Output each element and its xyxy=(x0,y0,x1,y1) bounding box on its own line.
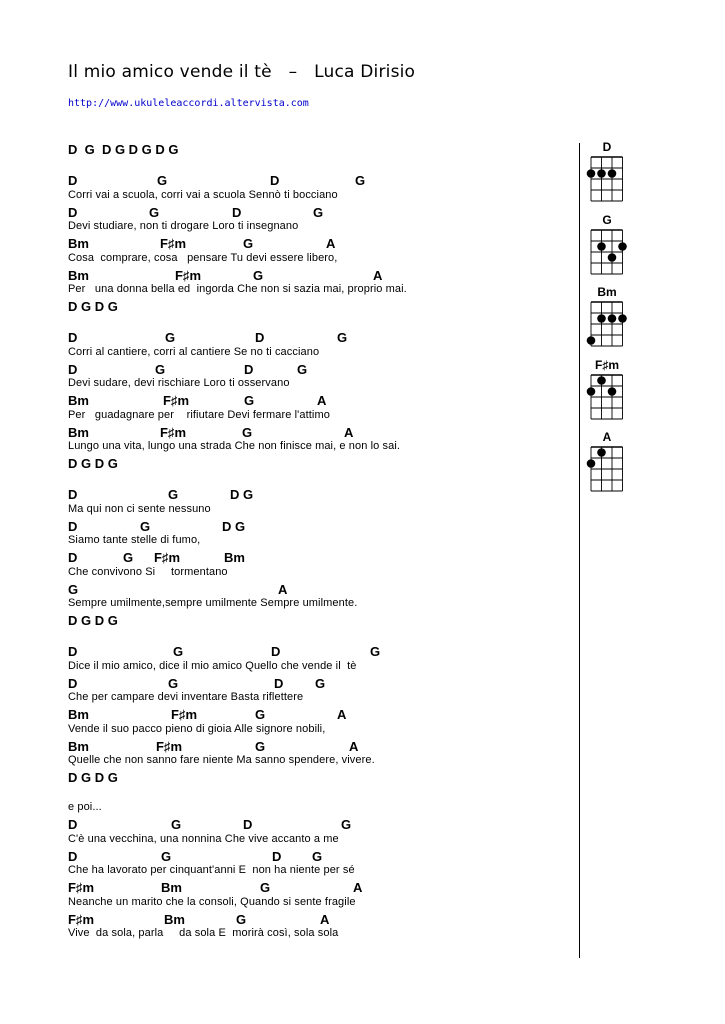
chord-label: D xyxy=(68,644,78,659)
finger-dot xyxy=(608,387,617,396)
chord-label: F♯m xyxy=(175,267,201,283)
chord-label: G xyxy=(149,204,160,220)
chord-label: Bm xyxy=(68,267,89,283)
chord-label: F♯m xyxy=(68,880,94,895)
chord-label: D xyxy=(68,848,78,864)
chord-label: D xyxy=(244,361,254,377)
chord-label: D xyxy=(68,675,78,691)
chord-sequence-text: D G D G xyxy=(68,613,118,628)
lyric-line: Vive da sola, parla da sola E morirà così, sola sola xyxy=(68,927,339,939)
finger-dot xyxy=(597,448,606,457)
finger-dot xyxy=(597,314,606,323)
lyric-line: Ma qui non ci sente nessuno xyxy=(68,502,211,515)
chord-diagram-name: G xyxy=(602,212,612,227)
chord-diagram xyxy=(585,285,645,365)
chord-label: D xyxy=(68,518,78,534)
chord-label: D xyxy=(270,173,280,188)
chord-label: G xyxy=(236,911,247,927)
chord-label: A xyxy=(353,880,363,895)
fretboard-grid xyxy=(585,227,631,289)
chord-label: G xyxy=(255,738,266,754)
chord-label: G xyxy=(255,707,266,722)
chord-label: G xyxy=(313,204,324,220)
chord-label: D xyxy=(68,487,78,502)
chord-label: G xyxy=(165,330,176,345)
chord-label: G xyxy=(161,848,172,864)
chord-label: G xyxy=(243,236,254,251)
chord-sequence-text: D G D G xyxy=(68,299,118,314)
chord-diagram xyxy=(585,140,645,220)
chord-diagrams xyxy=(585,140,645,510)
chord-label: F♯m xyxy=(171,707,197,722)
chord-diagram-name: A xyxy=(602,430,612,444)
lyric-line: Devi sudare, devi rischiare Loro ti osservano xyxy=(68,377,290,389)
chord-label: D xyxy=(68,817,78,832)
chord-label: G xyxy=(168,675,179,691)
chord-label: G xyxy=(68,581,79,597)
lyric-line: Che ha lavorato per cinquant'anni E non ha niente per sé xyxy=(68,864,355,876)
lyric-line: Vende il suo pacco pieno di gioia Alle signore nobili, xyxy=(68,722,326,735)
chord-sequence-text: D G D G xyxy=(68,770,118,785)
chord-sequence-text: D G D G D G D G xyxy=(68,142,179,157)
chord-label: G xyxy=(341,817,352,832)
chord-label: G xyxy=(123,550,134,565)
chord-diagram xyxy=(585,430,645,510)
finger-dot xyxy=(618,242,627,251)
lyric-line: Siamo tante stelle di fumo, xyxy=(68,534,201,546)
chord-label: Bm xyxy=(164,911,185,927)
chord-label: Bm xyxy=(68,393,89,408)
chord-label: D G xyxy=(230,487,254,502)
chord-label: Bm xyxy=(68,424,89,440)
chord-label: A xyxy=(326,236,336,251)
chord-label: D xyxy=(68,330,78,345)
chord-label: G xyxy=(242,424,253,440)
lyric-line: Per una donna bella ed ingorda Che non si sazia mai, proprio mai. xyxy=(68,283,407,295)
column-divider xyxy=(579,143,580,958)
lyric-line: e poi... xyxy=(68,801,102,813)
chord-label: Bm xyxy=(68,236,89,251)
chord-label: G xyxy=(370,644,381,659)
finger-dot xyxy=(608,169,617,178)
chord-label: G xyxy=(173,644,184,659)
finger-dot xyxy=(587,387,596,396)
lyric-line: Sempre umilmente,sempre umilmente Sempre umilmente. xyxy=(68,597,358,609)
lyric-line: Devi studiare, non ti drogare Loro ti insegnano xyxy=(68,220,299,232)
chord-label: G xyxy=(312,848,323,864)
chord-label: G xyxy=(168,487,179,502)
chord-label: D xyxy=(271,644,281,659)
lyric-line: C'è una vecchina, una nonnina Che vive accanto a me xyxy=(68,832,339,845)
chord-label: G xyxy=(315,675,326,691)
finger-dot xyxy=(618,314,627,323)
chord-label: D xyxy=(232,204,242,220)
source-link[interactable]: http://www.ukuleleaccordi.altervista.com xyxy=(68,98,309,109)
chord-label: G xyxy=(140,518,151,534)
chord-label: A xyxy=(317,393,327,408)
finger-dot xyxy=(587,336,596,345)
chord-label: G xyxy=(337,330,348,345)
finger-dot xyxy=(608,314,617,323)
fretboard-grid xyxy=(585,372,631,434)
chord-label: A xyxy=(278,581,288,597)
chord-label: Bm xyxy=(161,880,182,895)
chord-label: G xyxy=(260,880,271,895)
chord-diagram-name: D xyxy=(602,140,612,154)
chord-diagram xyxy=(585,358,645,438)
chord-label: Bm xyxy=(224,550,245,565)
chord-label: G xyxy=(244,393,255,408)
fretboard-grid xyxy=(585,154,631,216)
lyric-line: Corri vai a scuola, corri vai a scuola Sennò ti bocciano xyxy=(68,188,338,201)
chord-label: D xyxy=(274,675,284,691)
lyric-line: Dice il mio amico, dice il mio amico Quello che vende il tè xyxy=(68,659,357,672)
finger-dot xyxy=(597,169,606,178)
chord-label: D xyxy=(255,330,265,345)
chord-label: A xyxy=(373,267,383,283)
lyric-line: Per guadagnare per rifiutare Devi fermare l'attimo xyxy=(68,408,330,421)
chord-label: D xyxy=(272,848,282,864)
chord-label: A xyxy=(344,424,354,440)
chord-label: F♯m xyxy=(154,550,180,565)
chord-label: G xyxy=(171,817,182,832)
chord-label: F♯m xyxy=(68,911,94,927)
finger-dot xyxy=(597,242,606,251)
fretboard-grid xyxy=(585,299,631,361)
song-title: Il mio amico vende il tè – Luca Dirisio xyxy=(68,62,416,82)
lyric-line: Quelle che non sanno fare niente Ma sanno spendere, vivere. xyxy=(68,754,375,766)
chord-label: D G xyxy=(222,518,246,534)
chord-label: F♯m xyxy=(160,236,186,251)
chord-label: A xyxy=(349,738,359,754)
chord-label: G xyxy=(157,173,168,188)
finger-dot xyxy=(587,459,596,468)
chord-label: F♯m xyxy=(160,424,186,440)
chord-label: F♯m xyxy=(163,393,189,408)
chord-label: D xyxy=(68,173,78,188)
chord-diagram xyxy=(585,213,645,293)
chord-label: A xyxy=(337,707,347,722)
lyric-line: Che per campare devi inventare Basta riflettere xyxy=(68,691,304,703)
chord-label: G xyxy=(297,361,308,377)
chord-label: G xyxy=(253,267,264,283)
lyric-line: Corri al cantiere, corri al cantiere Se no ti cacciano xyxy=(68,345,320,358)
chord-sequence-text: D G D G xyxy=(68,456,118,471)
chord-label: D xyxy=(68,204,78,220)
chord-label: D xyxy=(243,817,253,832)
chord-label: Bm xyxy=(68,707,89,722)
finger-dot xyxy=(608,253,617,262)
lyric-line: Che convivono Si tormentano xyxy=(68,565,228,578)
chord-label: Bm xyxy=(68,738,89,754)
lyric-line: Lungo una vita, lungo una strada Che non finisce mai, e non lo sai. xyxy=(68,440,401,452)
chord-label: D xyxy=(68,550,78,565)
chord-label: A xyxy=(320,911,330,927)
chord-diagram-name: F♯m xyxy=(595,357,619,372)
chord-label: D xyxy=(68,361,78,377)
fretboard-grid xyxy=(585,444,631,506)
chord-label: G xyxy=(355,173,366,188)
lyric-line: Neanche un marito che la consoli, Quando si sente fragile xyxy=(68,895,356,908)
finger-dot xyxy=(597,376,606,385)
finger-dot xyxy=(587,169,596,178)
chord-label: G xyxy=(155,361,166,377)
lyric-line: Cosa comprare, cosa pensare Tu devi essere libero, xyxy=(68,251,338,264)
chord-diagram-name: Bm xyxy=(597,285,617,299)
chord-label: F♯m xyxy=(156,738,182,754)
